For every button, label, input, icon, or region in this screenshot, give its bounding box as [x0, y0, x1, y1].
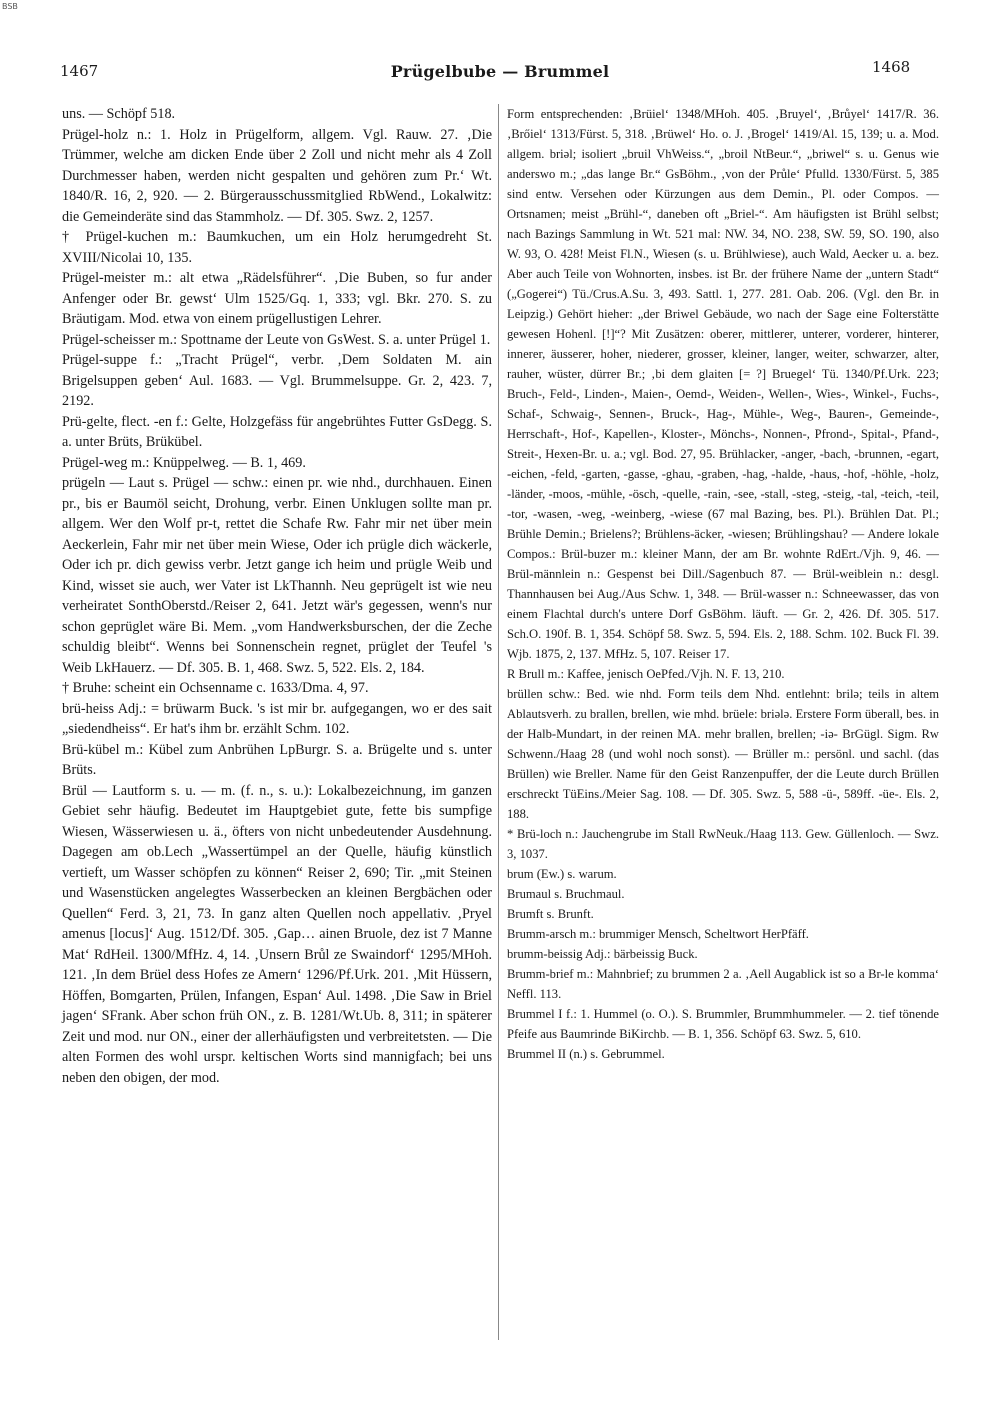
page-number-right: 1468 — [872, 58, 911, 76]
page-number-left: 1467 — [60, 62, 99, 80]
entry-paragraph: brü-heiss Adj.: = brüwarm Buck. 's ist mir br. aufgegangen, wo er des sait „siedendheiss“. Er hat's ihm br. erzählt Schm. 102. — [62, 700, 492, 737]
entry-paragraph: † Bruhe: scheint ein Ochsenname c. 1633/Dma. 4, 97. — [62, 680, 369, 696]
entry-paragraph: Brummel I f.: 1. Hummel (o. O.). S. Brummler, Brummhummeler. — 2. tief tönende Pfeife aus Baumrinde BiKirchb. — B. 1, 356. Schöpf 63. Swz. 5, 610. — [507, 1007, 939, 1041]
running-title: Prügelbube — Brummel — [390, 62, 610, 81]
entry-paragraph: Prü-gelte, flect. -en f.: Gelte, Holzgefäss für angebrühtes Futter GsDegg. S. a. unter Brüts, Brükübel. — [62, 413, 492, 450]
entry-paragraph: Brumm-arsch m.: brummiger Mensch, Scheltwort HerPfäff. — [507, 927, 809, 941]
entry-paragraph: Brumaul s. Bruchmaul. — [507, 887, 625, 901]
entry-paragraph: prügeln — Laut s. Prügel — schw.: einen pr. wie nhd., durchhauen. Einen pr., bis er Baumöl seicht, Drohung, verbr. Einen Unklugen sollte man pr. allgem. Wer den Wolf pr-t, rettet die Schafe Rw. Fahr mir net über mein Aeckerlein, Fahr mir net über mein Wiese, Oder ich prügle dich wäckerle, Oder ich pr. dich gewiss verbr. Jetzt gange ich heim und prügle Weib und Kind, wisset sie auch, wer Vater ist LkThannh. Neu geprügelt ist wie neu verheiratet SonthOberstd./Reiser 2, 641. Jetzt wär's gegessen, wenn's nur schon geprüglet wäre Bi. Mem. „vom Handwerksburschen, der die Zeche schuldig bleibt“. Wenns bei Sonnenschein regnet, prüglet der Teufel 's Weib LkHauerz. — Df. 305. B. 1, 468. Swz. 5, 522. Els. 2, 184. — [62, 475, 492, 676]
entry-paragraph: Brül — Lautform s. u. — m. (f. n., s. u.): Lokalbezeichnung, im ganzen Gebiet sehr häufig. Bedeutet im Hauptgebiet gute, fette bis sumpfige Wiesen, Wässerwiesen u. ä., öfters von nicht unbedeutender Ausdehnung. Dagegen am ob.Lech „Wassertümpel an der Quelle, häufig künstlich vertieft, um Wasser schöpfen zu können“ Reiser 2, 690; Tir. „mit Steinen und Wasenstücken angelegtes Wasserbecken an kleinen Bergbächen oder Quellen“ Ferd. 3, 21, 73. In ganz alten Quellen noch appellativ. ‚Pryel amenus [locus]‘ Aug. 1512/Df. 305. ‚Gap… ainen Bruole, dez ist 7 Manne Mat‘ RdHeil. 1300/MfHz. 4, 14. ‚Unsern Brůl ze Swaindorf‘ 1295/MHoh. 121. ‚In dem Brüel dess Hofes ze Amern‘ 1296/Pf.Urk. 201. ‚Mit Hüssern, Höffen, Bomgarten, Prülen, Infangen, Espan‘ Aul. 1498. ‚Die Saw in Briel jagen‘ SFrank. Aber schon früh ON., z. B. 1281/Wt.Ub. 8, 311; in späterer Zeit und mod. nur ON., einer der allerhäufigsten und verbreitetsten. — Die alten Formen des wohl urspr. keltischen Worts sind mannigfach; bei uns neben den obigen, der mod. — [62, 782, 492, 1086]
entry-paragraph: Brummel II (n.) s. Gebrummel. — [507, 1047, 665, 1061]
right-column — [507, 104, 939, 1064]
entry-paragraph: Prügel-scheisser m.: Spottname der Leute von GsWest. S. a. unter Prügel 1. — [62, 331, 491, 348]
entry-paragraph: Brü-kübel m.: Kübel zum Anbrühen LpBurgr. S. a. Brügelte und s. unter Brüts. — [62, 741, 492, 778]
entry-paragraph: * Brü-loch n.: Jauchengrube im Stall RwNeuk./Haag 113. Gew. Güllenloch. — Swz. 3, 1037. — [507, 827, 939, 861]
entry-paragraph: Form entsprechenden: ‚Brüiel‘ 1348/MHoh. 405. ‚Bruyel‘, ‚Brůyel‘ 1417/R. 36. ‚Brőiel‘ 1313/Fürst. 5, 318. ‚Brüwel‘ Ho. o. J. ‚Brogel‘ 1419/Al. 15, 139; u. a. Mod. allgem. briəl; isoliert „bruil VhWeiss.“, „broil NtBeur.“, „briwel“ s. u. Genus wie anderswo m.; „das lange Br.“ GsBöhm., ‚von der Průle‘ Pfulld. 1330/Fürst. 5, 385 sind entw. Versehen oder Kürzungen aus dem Demin., Pl. oder Compos. — Ortsnamen; meist „Brühl-“, daneben oft „Briel-“. Am häufigsten ist Brühl selbst; nach Bazings Sammlung in Wt. 521 mal: NW. 34, NO. 238, SW. 59, SO. 190, also W. 93, O. 428! Meist Fl.N., Wiesen (s. u. Brühlwiese), auch Wald, Aecker u. a. bez. Aber auch Teile von Wohnorten, insbes. ist Br. der frühere Name der „untern Stadt“ („Gogerei“) Tü./Crus.A.Su. 3, 493. Sattl. 1, 277. 281. Oab. 206. (Vgl. den Br. in Leipzig.) Gehört hieher: „der Briwel Gebäude, wo nach der Sage eine Folterstätte gewesen Hohenl. [!]“? Mit Zusätzen: oberer, mittlerer, unterer, vorderer, hinterer, innerer, äusserer, hoher, niederer, grosser, kleiner, langer, weiter, schwarzer, alter, rauher, wüster, dürrer Br.; ‚bi dem glaiten [= ?] Bruegel‘ Tü. 1340/Pf.Urk. 223; Bruch-, Feld-, Linden-, Maien-, Oemd-, Weiden-, Wellen-, Wies-, Winkel-, Fuchs-, Schaf-, Schwaig-, Sennen-, Bruck-, Hag-, Mühle-, Weg-, Bauren-, Gemeinde-, Herrschaft-, Hof-, Kapellen-, Kloster-, Mönchs-, Nonnen-, Pfrond-, Spital-, Pfand-, Streit-, Hexen-Br. u. a.; vgl. Bod. 27, 95. Brühlacker, -anger, -bach, -brunnen, -egart, -eichen, -feld, -garten, -gasse, -ghau, -graben, -hag, -halde, -haus, -hof, -höhle, -holz, -länder, -moos, -mühle, -ösch, -quelle, -rain, -see, -stall, -steg, -steig, -tal, -teich, -teil, -tor, -wasen, -weg, -weinberg, -wiese (67 mal Bazing, bes. Pl.). Brühlen Dat. Pl.; Brühle Demin.; Brielens?; Brühlens-äcker, -wiesen; Brühlingshau? — Andere lokale Compos.: Brül-buzer m.: kleiner Mann, der am Br. wohnte RdErt./Vjh. 9, 46. — Brül-männlein n.: Gespenst bei Dill./Sagenbuch 87. — Brül-weiblein n.: desgl. Thannhausen bei Aug./Aus Schw. 1, 348. — Brül-wasser n.: Schneewasser, das von einem Flachtal durch's untere Dorf GsBöhm. läuft. — Gr. 2, 426. Df. 305. 517. Sch.O. 190f. B. 1, 354. Schöpf 58. Swz. 5, 594. Els. 2, 188. Schm. 102. Buck Fl. 39. Wjb. 1875, 2, 137. MfHz. 5, 107. Reiser 17. — [507, 107, 939, 661]
entry-paragraph: R Brull m.: Kaffee, jenisch OePfed./Vjh. N. F. 13, 210. — [507, 667, 785, 681]
column-divider — [498, 104, 499, 1340]
entry-paragraph: Prügel-meister m.: alt etwa „Rädelsführer“. ‚Die Buben, so fur ander Anfenger oder Br. gewst‘ Ulm 1525/Gq. 1, 333; vgl. Bkr. 270. S. zu Bräutigam. Mod. etwa von einem prügellustigen Lehrer. — [62, 270, 492, 327]
entry-paragraph: brum (Ew.) s. warum. — [507, 867, 617, 881]
entry-paragraph: Prügel-holz n.: 1. Holz in Prügelform, allgem. Vgl. Rauw. 27. ‚Die Trümmer, welche am dicken Ende über 2 Zoll und nicht mehr als 4 Zoll Durchmesser haben, werden nicht gespalten und gehören zum Pr.‘ Wt. 1840/R. 16, 2, 920. — 2. Bürgerausschussmitglied RbWend., Lokalwitz: die Gemeinderäte sind das Stammholz. — Df. 305. Swz. 2, 1257. — [62, 126, 492, 225]
entry-paragraph: brumm-beissig Adj.: bärbeissig Buck. — [507, 947, 698, 961]
left-column — [62, 104, 492, 1088]
entry-paragraph: Brumft s. Brunft. — [507, 907, 594, 921]
entry-paragraph: Prügel-weg m.: Knüppelweg. — B. 1, 469. — [62, 454, 306, 471]
entry-paragraph: Prügel-suppe f.: „Tracht Prügel“, verbr. ‚Dem Soldaten M. ain Brigelsuppen geben‘ Aul. 1683. — Vgl. Brummelsuppe. Gr. 2, 423. 7, 2192. — [62, 352, 492, 409]
entry-paragraph: uns. — Schöpf 518. — [62, 106, 176, 122]
entry-paragraph: Brumm-brief m.: Mahnbrief; zu brummen 2 a. ‚Aell Augablick ist so a Br-le komma‘ Neffl. 113. — [507, 967, 939, 1001]
library-mark: BSB — [2, 2, 18, 11]
entry-paragraph: brüllen schw.: Bed. wie nhd. Form teils dem Nhd. entlehnt: brilə; teils in altem Ablautsverh. zu brallen, brellen, wie mhd. brüele: briələ. Erstere Form überall, bes. in der Halb-Mundart, in der reinen MA. mehr brallen, brellen; -iə- BrGügl. Sigm. Rw Schwenn./Haag 28 (und wohl noch sonst). — Brüller m.: persönl. und sachl. (das Brüllen) wie Breller. Name für den Geist Ranzenpuffer, der die Leute durch Brüllen erschreckt TüEins./Meier Sag. 108. — Df. 305. Swz. 5, 588 -ü-, 589ff. -üe-. Els. 2, 188. — [507, 687, 939, 821]
entry-paragraph: † Prügel-kuchen m.: Baumkuchen, um ein Holz herumgedreht St. XVIII/Nicolai 10, 135. — [62, 229, 492, 266]
